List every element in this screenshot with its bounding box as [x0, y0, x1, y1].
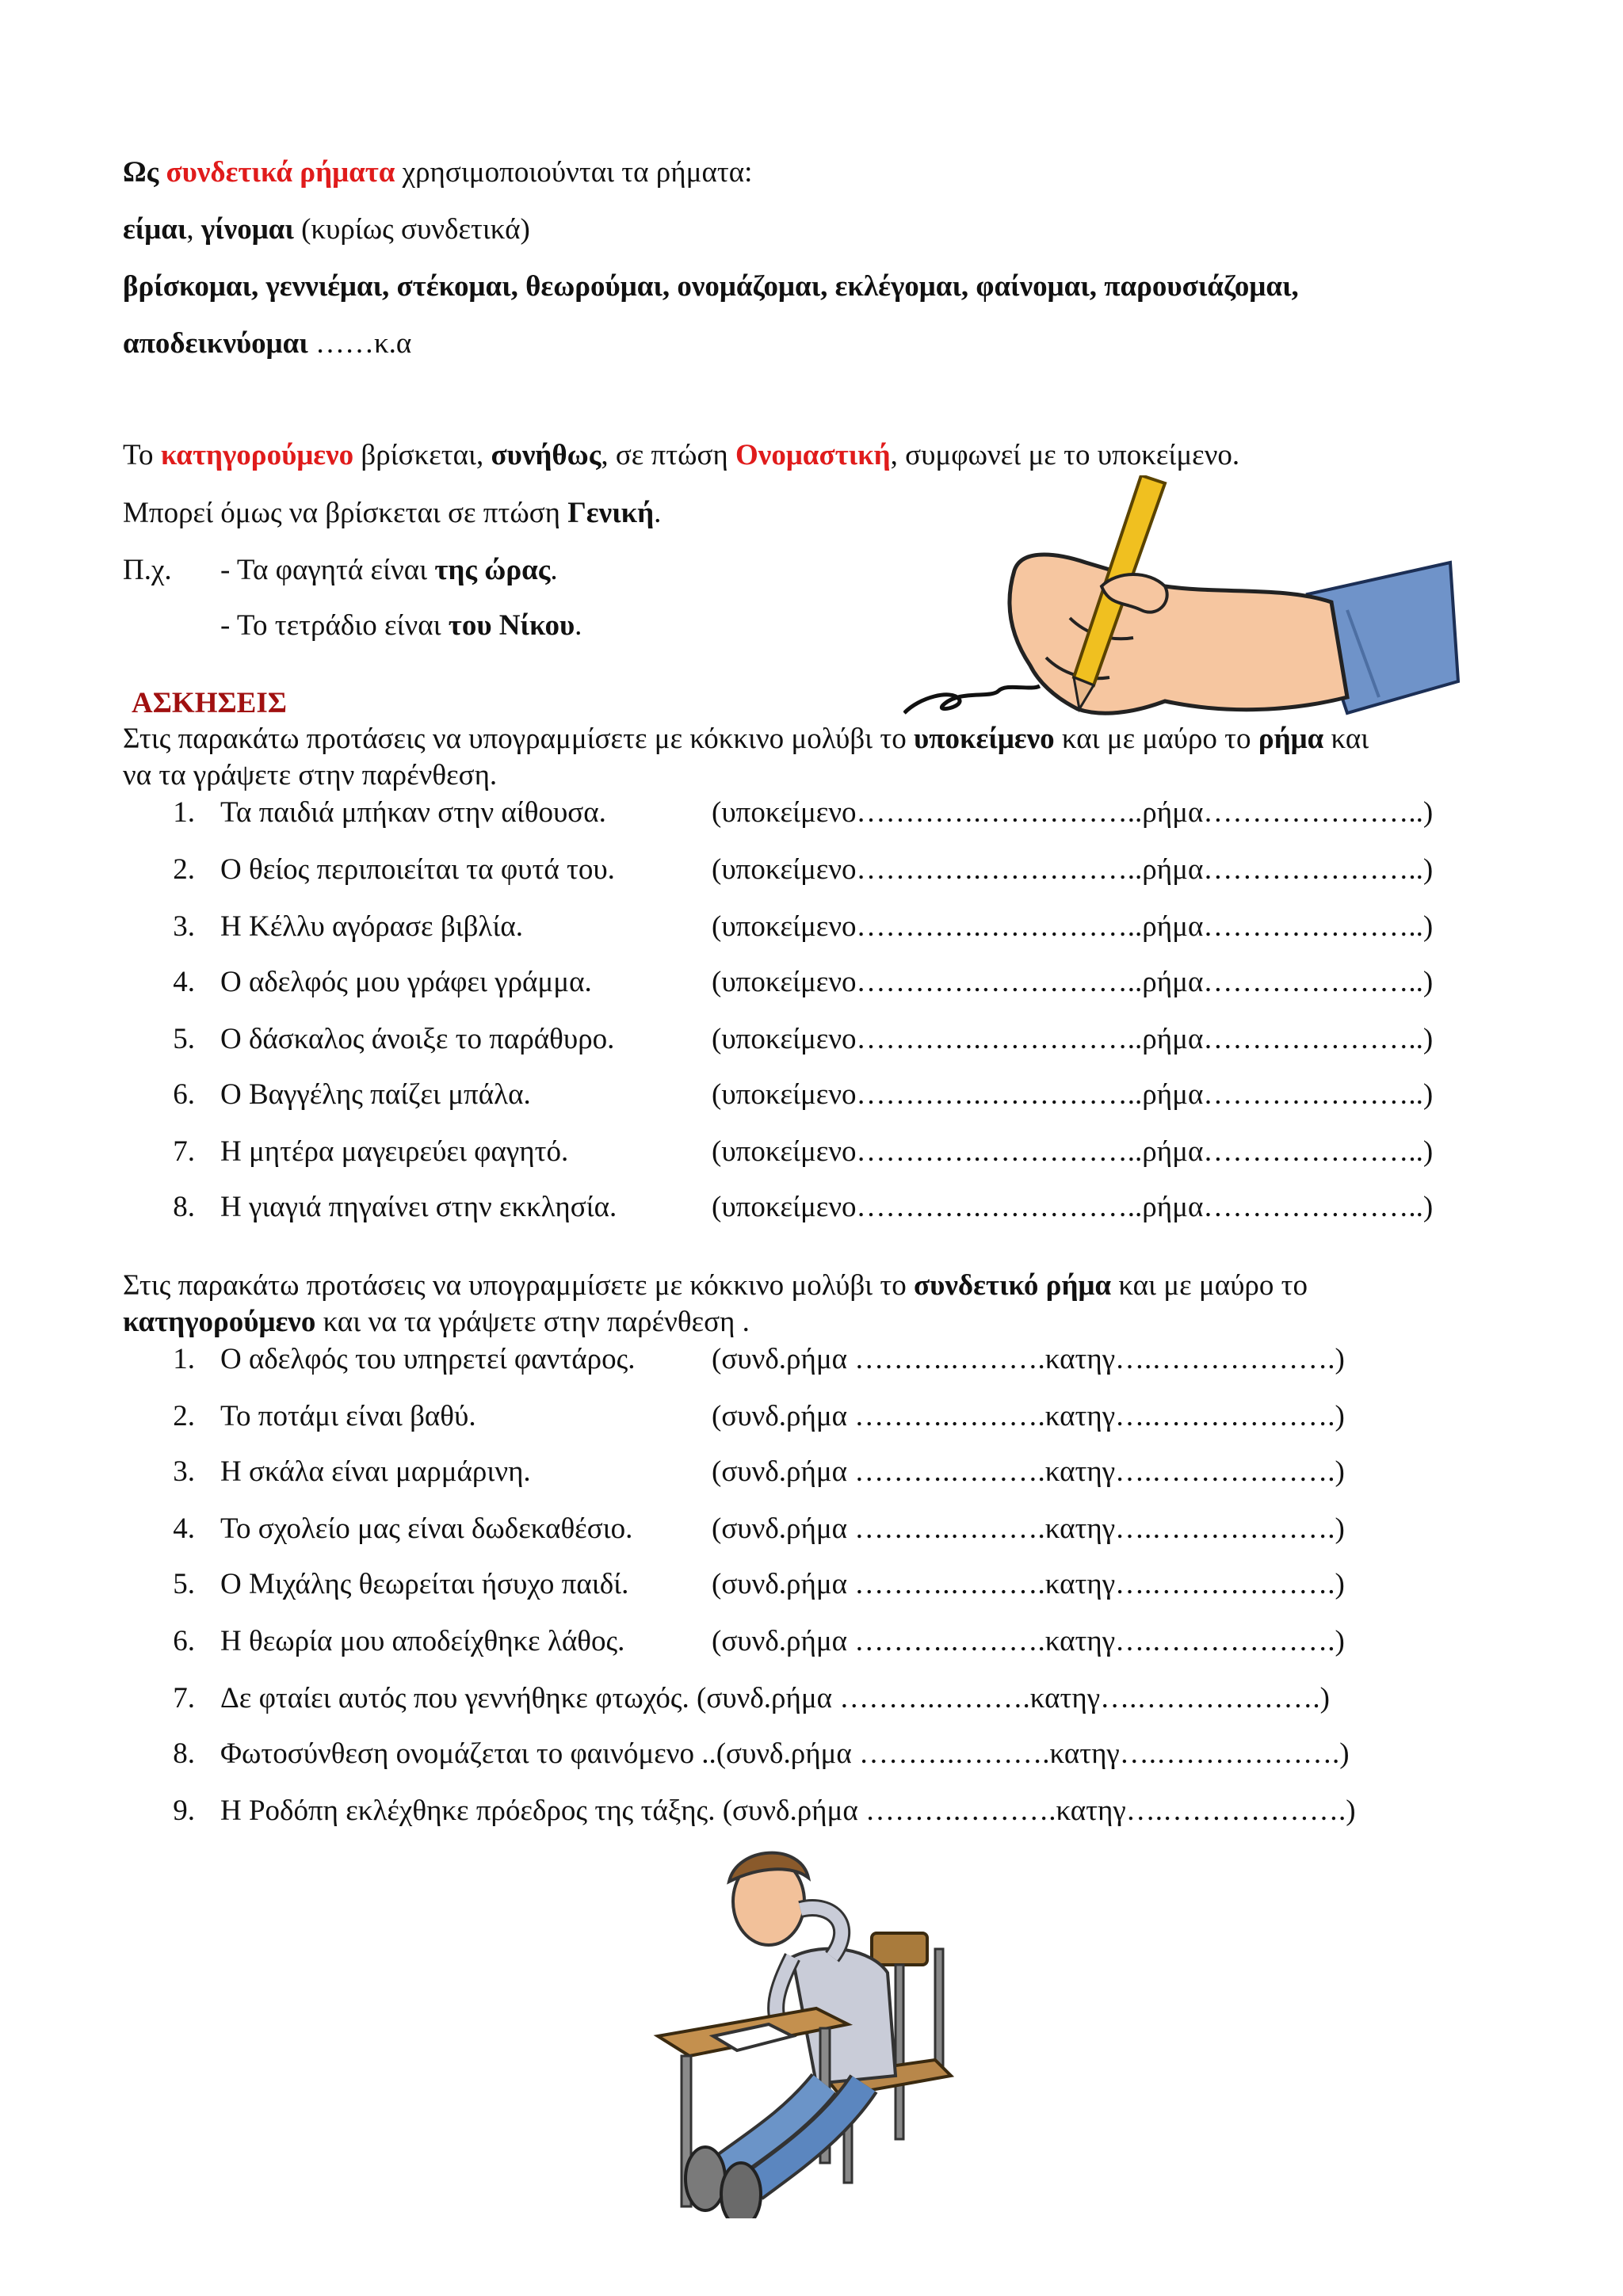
example-label: Π.χ. [123, 554, 172, 586]
intro-line-4: αποδεικνύομαι ……κ.α [123, 327, 412, 360]
exercise-1-instructions: Στις παρακάτω προτάσεις να υπογραμμίσετε με κόκκινο μολύβι το υποκείμενο και με μαύρο το ρήμα και να τα γράψετε στην παρένθεση. [123, 723, 1369, 791]
exercises-title: ΑΣΚΗΣΕΙΣ [132, 687, 287, 719]
predicate-line-2: Μπορεί όμως να βρίσκεται σε πτώση Γενική. [123, 497, 662, 529]
exercise-2-instructions: Στις παρακάτω προτάσεις να υπογραμμίσετε με κόκκινο μολύβι το συνδετικό ρήμα και με μαύρο το κατηγορούμενο και να τα γράψετε στην παρένθεση . [123, 1269, 1308, 1338]
intro-line-1: Ως συνδετικά ρήματα χρησιμοποιούνται τα ρήματα: [123, 156, 753, 189]
writing-hand-icon [903, 475, 1474, 737]
example-1: - Τα φαγητά είναι της ώρας. [220, 554, 558, 586]
intro-line-3: βρίσκομαι, γεννιέμαι, στέκομαι, θεωρούμαι, ονομάζομαι, εκλέγομαι, φαίνομαι, παρουσιάζομαι, [123, 270, 1299, 303]
example-2: - Το τετράδιο είναι του Νίκου. [220, 609, 582, 642]
predicate-line-1: Το κατηγορούμενο βρίσκεται, συνήθως, σε πτώση Ονομαστική, συμφωνεί με το υποκείμενο. [123, 439, 1240, 471]
intro-line-2: είμαι, γίνομαι (κυρίως συνδετικά) [123, 213, 530, 246]
studying-student-icon [634, 1838, 967, 2218]
worksheet-page: Ως συνδετικά ρήματα χρησιμοποιούνται τα ρήματα: είμαι, γίνομαι (κυρίως συνδετικά) βρίσκομαι, γεννιέμαι, στέκομαι, θεωρούμαι, ονομάζομαι, εκλέγομαι, φαίνομαι, παρουσιάζομαι, αποδεικνύομαι ……κ.α Το κατηγορούμενο βρίσκεται, συνήθως, σε πτώση Ονομαστική, συμφωνεί με το υποκείμενο. Μπορεί όμως να βρίσκεται σε πτώση Γενική. Π.χ. - Τα φαγητά είναι της ώρας. - Το τετράδιο είναι του Νίκου. ΑΣΚΗΣΕΙΣ Στις παρακάτω προτάσεις να υπογραμμίσετε με κόκκινο μολύβι το υποκείμενο και με μαύρο το ρήμα και να τα γράψετε στην παρένθεση. 1. Τα παιδιά μπήκαν στην αίθουσα. (υποκείμενο………….……………..ρήμα…………………..) 2. Ο θείος περιποιείται τα φυτά του. (υποκείμενο………….……………..ρήμα…………………..) 3. Η Κέλλυ αγόρασε βιβλία. (υποκείμενο………….……………..ρήμα…………………..) 4. Ο αδελφός μου γράφει γράμμα. (υποκείμενο………….……………..ρήμα…………………..) 5. Ο δάσκαλος άνοιξε το παράθυρο. (υποκείμενο………….……………..ρήμα…………………..) 6. Ο Βαγγέλης παίζει μπάλα. (υποκείμενο………….……………..ρήμα…………………..) 7. Η μητέρα μαγειρεύει φαγητό. (υποκείμενο………….……………..ρήμα…………………..) 8. Η γιαγιά πηγαίνει στην εκκλησία. (υποκείμενο………….……………..ρήμα…………………..) Στις παρακάτω προτάσεις να υπογραμμίσετε με κόκκινο μολύβι το συνδετικό ρήμα και με μαύρο το κατηγορούμενο και να τα γράψετε στην παρένθεση . 1. Ο αδελφός του υπηρετεί φαντάρος. (συνδ.ρήμα ……….……….κατηγ….……………….) 2. Το ποτάμι είναι βαθύ. (συνδ.ρήμα ……….……….κατηγ….……………….) 3. Η σκάλα είναι μαρμάρινη. (συνδ.ρήμα ……….……….κατηγ….……………….) 4. Το σχολείο μας είναι δωδεκαθέσιο. (συνδ.ρήμα ……….……….κατηγ….……………….) 5. Ο Μιχάλης θεωρείται ήσυχο παιδί. (συνδ.ρήμα ……….……….κατηγ….……………….) 6. Η θεωρία μου αποδείχθηκε λάθος. (συνδ.ρήμα ……….……….κατηγ….……………….) 7. Δε φταίει αυτός που γεννήθηκε φτωχός. (συνδ.ρήμα ……….……….κατηγ….……………….) 8. Φωτοσύνθεση ονομάζεται το φαινόμενο ..(συνδ.ρήμα ……….……….κατηγ….……………….) 9. Η Ροδόπη εκλέχθηκε πρόεδρος της τάξης. (συνδ.ρήμα ……….……….κατηγ….……………….) [0, 0, 1623, 2296]
